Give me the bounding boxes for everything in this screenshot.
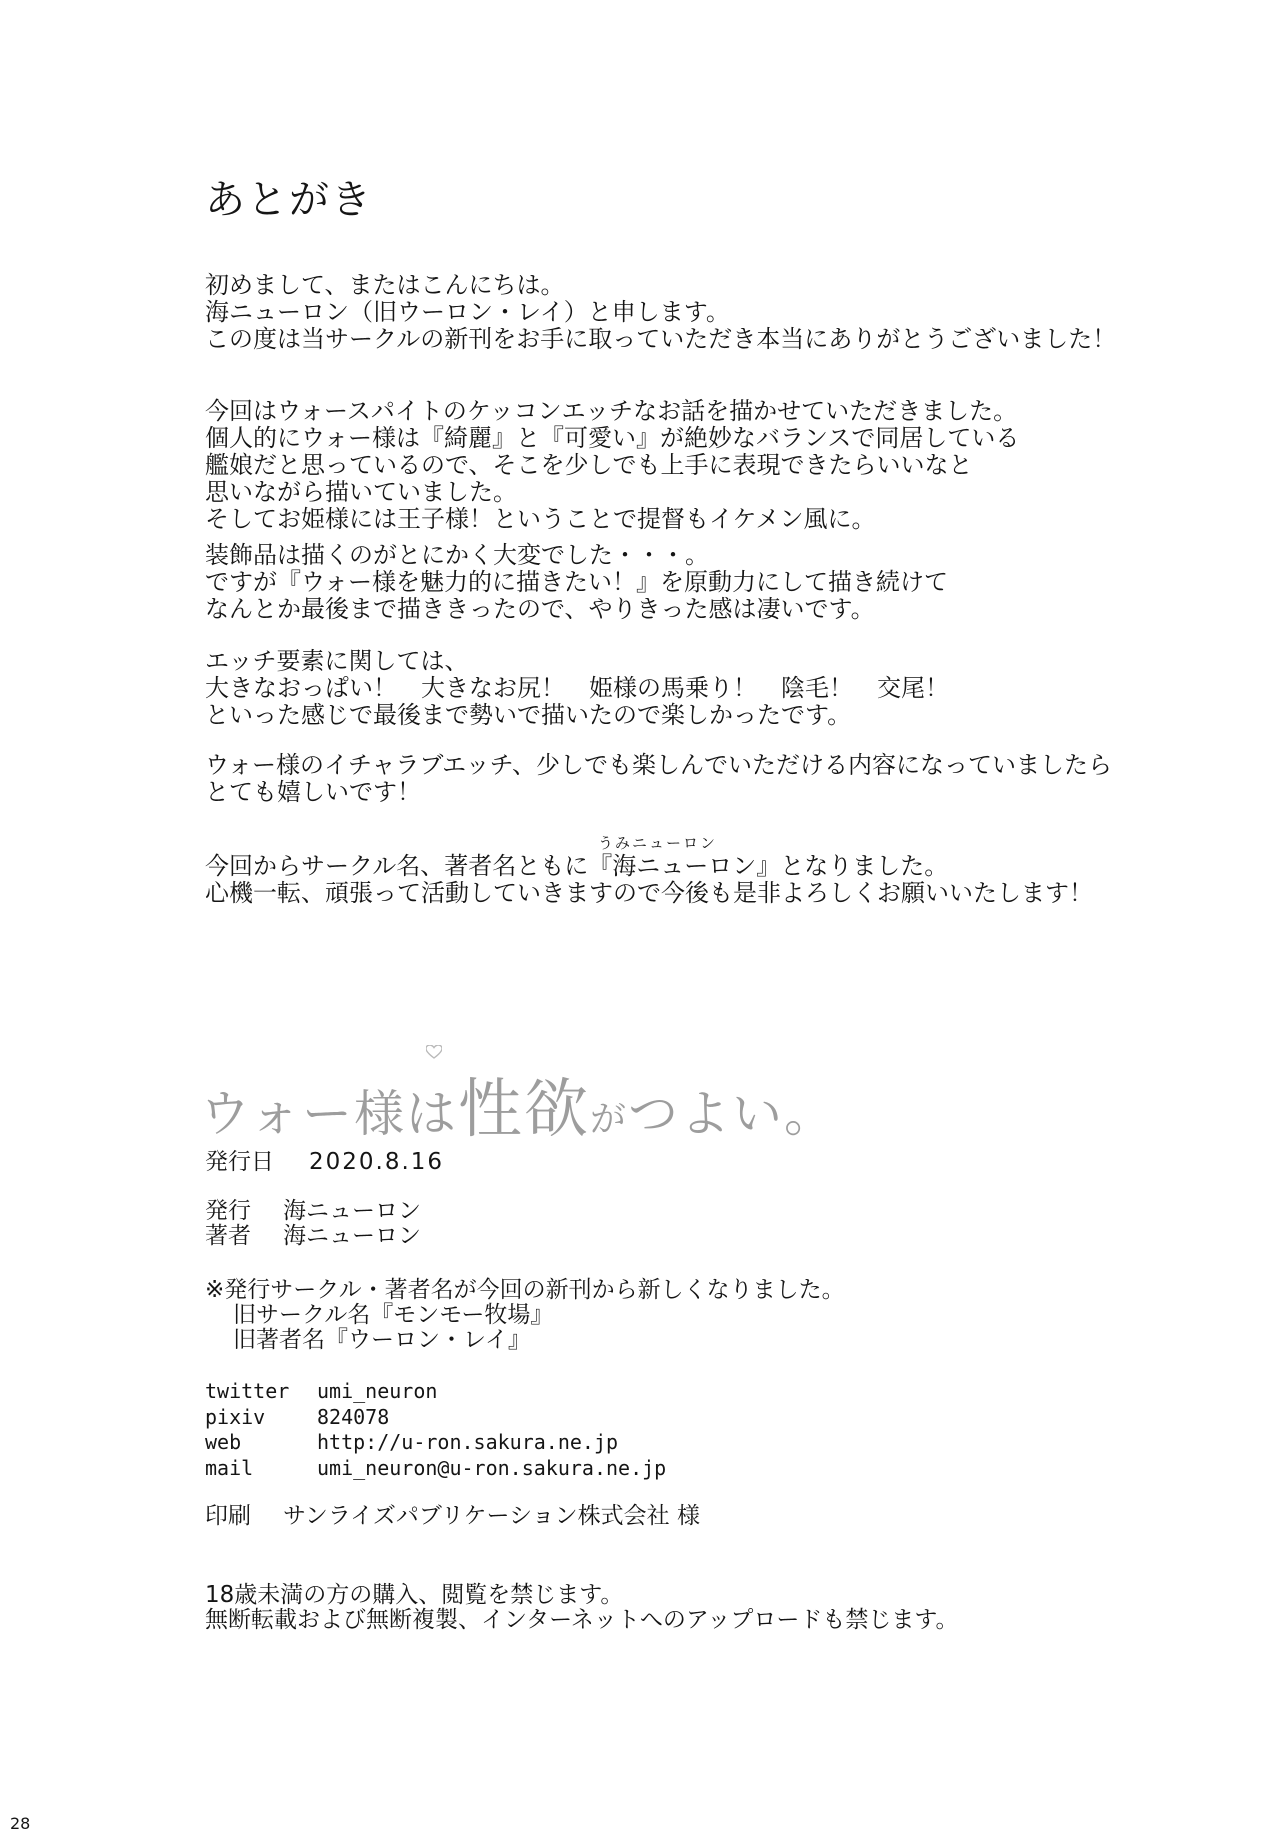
credits	[205, 1199, 421, 1249]
page-title: あとがき	[205, 177, 373, 223]
story-paragraph	[205, 398, 1019, 533]
heart-icon	[426, 1045, 442, 1059]
note-line: 旧著者名『ウーロン・レイ』	[233, 1327, 531, 1353]
publisher-value: 海ニューロン	[283, 1198, 421, 1224]
text-line: エッチ要素に関しては、	[205, 647, 469, 675]
warning-line: 無断転載および無断複製、インターネットへのアップロードも禁じます。	[205, 1607, 959, 1633]
author-label: 著者	[205, 1223, 251, 1249]
link-label: web	[205, 1430, 242, 1454]
text-line: 思いながら描いていました。	[205, 478, 517, 506]
title-emphasis: 性欲	[458, 1073, 590, 1147]
greeting-paragraph	[205, 272, 1116, 353]
text-line: なんとか最後まで描ききったので、やりきった感は凄いです。	[205, 595, 875, 623]
text-line: 今回からサークル名、著者名ともに『海ニューロン』となりました。	[205, 852, 949, 880]
website-url: http://u-ron.sakura.ne.jp	[317, 1430, 619, 1454]
text-line: 個人的にウォー様は『綺麗』と『可愛い』が絶妙なバランスで同居している	[205, 424, 1020, 452]
link-label: pixiv	[205, 1404, 266, 1429]
rename-note	[205, 1278, 845, 1353]
mail-row	[205, 1456, 666, 1482]
twitter-row	[205, 1379, 666, 1405]
date-label: 発行日	[205, 1149, 274, 1175]
accessories-paragraph	[205, 542, 948, 623]
page-number: 28	[10, 1814, 31, 1833]
printer-value: サンライズパブリケーション株式会社 様	[283, 1503, 700, 1529]
text-line: この度は当サークルの新刊をお手に取っていただき本当にありがとうございました！	[205, 325, 1117, 353]
text-line: といった感じで最後まで勢いで描いたので楽しかったです。	[205, 701, 852, 729]
text-line: とても嬉しいです！	[205, 778, 421, 806]
link-label: twitter	[205, 1379, 290, 1403]
link-label: mail	[205, 1455, 254, 1480]
rename-paragraph	[205, 853, 1093, 907]
note-line: ※発行サークル・著者名が今回の新刊から新しくなりました。	[205, 1277, 845, 1303]
legal-warnings	[205, 1583, 958, 1633]
printer-label: 印刷	[205, 1503, 251, 1529]
contact-links	[205, 1379, 666, 1481]
title-part: が	[590, 1099, 629, 1140]
text-line: 今回はウォースパイトのケッコンエッチなお話を描かせていただきました。	[205, 397, 1018, 425]
twitter-handle: umi_neuron	[317, 1379, 438, 1403]
text-line: 海ニューロン（旧ウーロン・レイ）と申します。	[205, 298, 730, 326]
printer-credit	[205, 1504, 700, 1529]
warning-line: 18歳未満の方の購入、閲覧を禁じます。	[205, 1582, 624, 1608]
publisher-label: 発行	[205, 1198, 251, 1224]
date-value: 2020.8.16	[309, 1149, 445, 1175]
web-row	[205, 1430, 666, 1456]
issue-date	[205, 1150, 444, 1175]
text-line: ウォー様のイチャラブエッチ、少しでも楽しんでいただける内容になっていましたら	[205, 751, 1112, 779]
note-line: 旧サークル名『モンモー牧場』	[233, 1302, 554, 1328]
pixiv-id: 824078	[317, 1404, 390, 1429]
email-address: umi_neuron@u-ron.sakura.ne.jp	[317, 1455, 667, 1480]
text-line: 艦娘だと思っているので、そこを少しでも上手に表現できたらいいなと	[205, 451, 973, 479]
pixiv-row	[205, 1405, 666, 1431]
title-part: つよい。	[628, 1085, 837, 1143]
furigana-reading: うみニューロン	[598, 834, 718, 852]
closing-paragraph	[205, 752, 1112, 806]
ecchi-paragraph	[205, 648, 949, 729]
text-line: そしてお姫様には王子様！ということで提督もイケメン風に。	[205, 505, 876, 533]
text-line: 初めまして、またはこんにちは。	[205, 271, 565, 299]
author-value: 海ニューロン	[283, 1223, 421, 1249]
text-line: 装飾品は描くのがとにかく大変でした・・・。	[205, 541, 709, 569]
text-line: ですが『ウォー様を魅力的に描きたい！』を原動力にして描き続けて	[205, 568, 949, 596]
text-line: 心機一転、頑張って活動していきますので今後も是非よろしくお願いいたします！	[205, 879, 1093, 907]
text-line: 大きなおっぱい！ 大きなお尻！ 姫様の馬乗り！ 陰毛！ 交尾！	[205, 674, 949, 702]
title-part: ウォー様は	[200, 1085, 458, 1143]
book-title	[200, 1058, 836, 1150]
